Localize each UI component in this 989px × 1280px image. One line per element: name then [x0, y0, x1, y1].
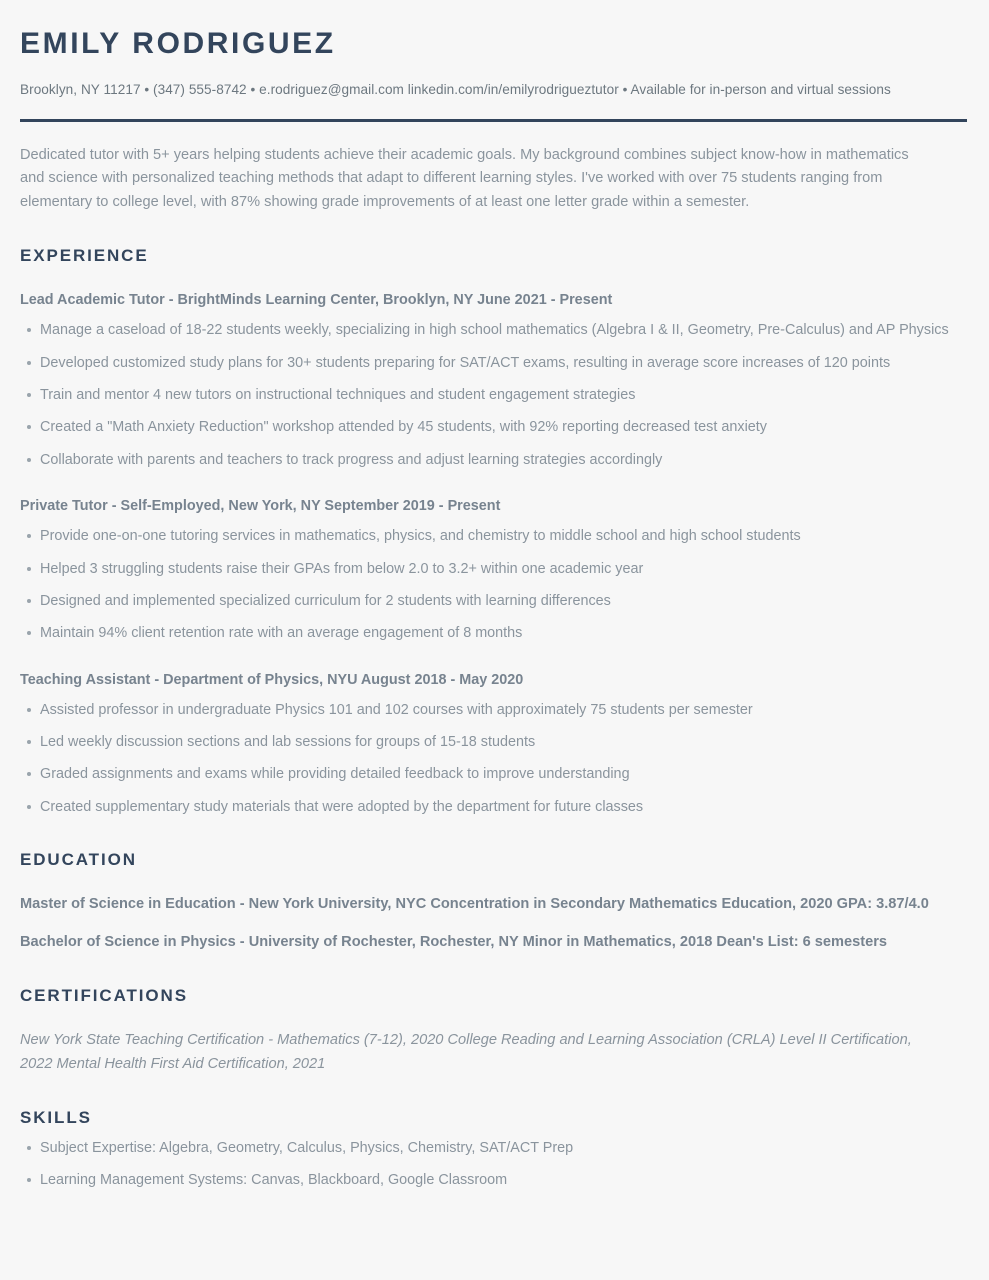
list-item: Created supplementary study materials that were adopted by the department for future classes — [20, 796, 967, 819]
list-item: Developed customized study plans for 30+ students preparing for SAT/ACT exams, resulting in average score increases of 120 points — [20, 352, 967, 375]
list-item: Created a "Math Anxiety Reduction" workshop attended by 45 students, with 92% reporting decreased test anxiety — [20, 416, 967, 439]
list-item: Led weekly discussion sections and lab sessions for groups of 15-18 students — [20, 731, 967, 754]
header-divider — [20, 119, 967, 122]
contact-info-line: Brooklyn, NY 11217 • (347) 555-8742 • e.rodriguez@gmail.com linkedin.com/in/emilyrodrigueztutor • Available for in-person and virtual sessions — [20, 81, 891, 97]
experience-bullet-list — [20, 525, 967, 645]
education-entry: Master of Science in Education - New York University, NYC Concentration in Secondary Mathematics Education, 2020 GPA: 3.87/4.0 — [20, 896, 929, 913]
section-heading-education: EDUCATION — [20, 850, 137, 869]
experience-entry — [20, 496, 967, 645]
list-item: Collaborate with parents and teachers to track progress and adjust learning strategies accordingly — [20, 449, 967, 472]
list-item: Manage a caseload of 18-22 students weekly, specializing in high school mathematics (Algebra I & II, Geometry, Pre-Calculus) and AP Physics — [20, 319, 967, 342]
list-item: Provide one-on-one tutoring services in mathematics, physics, and chemistry to middle school and high school students — [20, 525, 967, 548]
list-item: Designed and implemented specialized curriculum for 2 students with learning differences — [20, 590, 967, 613]
professional-summary: Dedicated tutor with 5+ years helping students achieve their academic goals. My background combines subject know-how in mathematics and science with personalized teaching methods that adapt to different learning styles. I've worked with over 75 students ranging from elementary to college level, with 87% showing grade improvements of at least one letter grade within a semester. — [20, 146, 909, 211]
list-item: Graded assignments and exams while providing detailed feedback to improve understanding — [20, 763, 967, 786]
section-heading-certifications: CERTIFICATIONS — [20, 985, 188, 1005]
section-heading-experience: EXPERIENCE — [20, 245, 149, 265]
list-item: Train and mentor 4 new tutors on instructional techniques and student engagement strategies — [20, 384, 967, 407]
list-item: Maintain 94% client retention rate with an average engagement of 8 months — [20, 622, 967, 645]
experience-entry-title: Lead Academic Tutor - BrightMinds Learning Center, Brooklyn, NY June 2021 - Present — [20, 292, 613, 309]
experience-entry — [20, 670, 967, 819]
certifications-text: New York State Teaching Certification - Mathematics (7-12), 2020 College Reading and Learning Association (CRLA) Level II Certification, 2022 Mental Health First Aid Certification, 2021 — [20, 1032, 912, 1072]
experience-bullet-list — [20, 699, 967, 819]
list-item: Learning Management Systems: Canvas, Blackboard, Google Classroom — [20, 1169, 967, 1192]
section-heading-skills: SKILLS — [20, 1107, 92, 1127]
experience-entry — [20, 290, 967, 472]
experience-bullet-list — [20, 319, 967, 472]
list-item: Assisted professor in undergraduate Physics 101 and 102 courses with approximately 75 students per semester — [20, 699, 967, 722]
education-entry: Bachelor of Science in Physics - University of Rochester, Rochester, NY Minor in Mathematics, 2018 Dean's List: 6 semesters — [20, 934, 887, 951]
experience-entry-title: Private Tutor - Self-Employed, New York, NY September 2019 - Present — [20, 498, 501, 515]
skills-bullet-list — [20, 1137, 967, 1193]
experience-entry-title: Teaching Assistant - Department of Physics, NYU August 2018 - May 2020 — [20, 671, 524, 688]
list-item: Helped 3 struggling students raise their GPAs from below 2.0 to 3.2+ within one academic year — [20, 558, 967, 581]
candidate-name: EMILY RODRIGUEZ — [20, 27, 336, 60]
list-item: Subject Expertise: Algebra, Geometry, Calculus, Physics, Chemistry, SAT/ACT Prep — [20, 1137, 967, 1160]
